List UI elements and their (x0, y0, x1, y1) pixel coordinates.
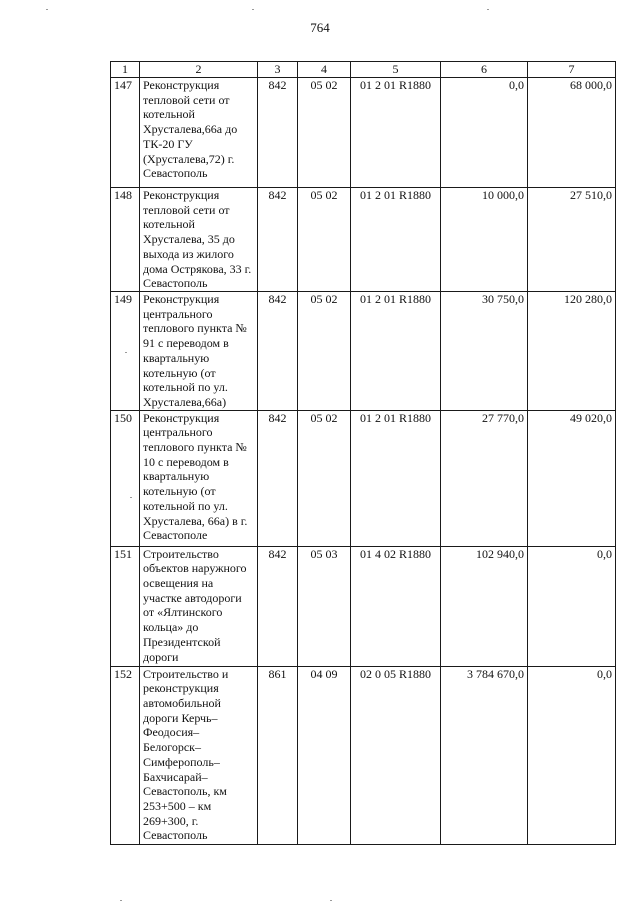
table-row (111, 546, 616, 666)
amount-col6: 30 750,0 (441, 292, 528, 411)
scan-speck (487, 9, 489, 10)
amount-col6: 27 770,0 (441, 410, 528, 546)
row-number: 152 (111, 666, 140, 844)
amount-col7: 0,0 (528, 546, 616, 666)
column-header: 6 (441, 62, 528, 78)
object-name: Реконструкция центрального теплового пункта № 91 с переводом в квартальную котельную (от котельной по ул. Хрусталева,66а) (140, 292, 258, 411)
amount-col6: 10 000,0 (441, 188, 528, 292)
amount-col7: 0,0 (528, 666, 616, 844)
ministry-code: 842 (258, 188, 298, 292)
amount-col7: 68 000,0 (528, 78, 616, 188)
amount-col6: 0,0 (441, 78, 528, 188)
column-header: 3 (258, 62, 298, 78)
scan-speck (252, 9, 254, 10)
table-row (111, 666, 616, 844)
table-row (111, 78, 616, 188)
scan-speck (46, 9, 48, 10)
amount-col7: 120 280,0 (528, 292, 616, 411)
amount-col7: 49 020,0 (528, 410, 616, 546)
column-header: 2 (140, 62, 258, 78)
target-article-code: 01 2 01 R1880 (351, 410, 441, 546)
table-row (111, 292, 616, 411)
section-code: 04 09 (298, 666, 351, 844)
target-article-code: 01 2 01 R1880 (351, 78, 441, 188)
section-code: 05 02 (298, 78, 351, 188)
section-code: 05 02 (298, 410, 351, 546)
row-number: 149 (111, 292, 140, 411)
section-code: 05 02 (298, 188, 351, 292)
row-number: 151 (111, 546, 140, 666)
section-code: 05 03 (298, 546, 351, 666)
column-header: 1 (111, 62, 140, 78)
scan-speck (330, 900, 332, 901)
object-name: Реконструкция центрального теплового пункта № 10 с переводом в квартальную котельную (от котельной по ул. Хрусталева, 66а) в г. Севастополе (140, 410, 258, 546)
amount-col6: 3 784 670,0 (441, 666, 528, 844)
object-name: Реконструкция тепловой сети от котельной Хрусталева,66а до ТК-20 ГУ (Хрусталева,72) г. Севастополь (140, 78, 258, 188)
scan-speck (120, 900, 122, 901)
object-name: Строительство объектов наружного освещения на участке автодороги от «Ялтинского кольца» до Президентской дороги (140, 546, 258, 666)
budget-table (110, 61, 616, 845)
section-code: 05 02 (298, 292, 351, 411)
ministry-code: 842 (258, 546, 298, 666)
target-article-code: 01 2 01 R1880 (351, 292, 441, 411)
row-number: 148 (111, 188, 140, 292)
object-name: Строительство и реконструкция автомобильной дороги Керчь–Феодосия–Белогорск–Симферополь–Бахчисарай–Севастополь, км 253+500 – км 269+300, г. Севастополь (140, 666, 258, 844)
column-header: 7 (528, 62, 616, 78)
target-article-code: 01 4 02 R1880 (351, 546, 441, 666)
amount-col7: 27 510,0 (528, 188, 616, 292)
row-number: 147 (111, 78, 140, 188)
column-header: 5 (351, 62, 441, 78)
table-row (111, 410, 616, 546)
target-article-code: 02 0 05 R1880 (351, 666, 441, 844)
column-header: 4 (298, 62, 351, 78)
table-row (111, 188, 616, 292)
ministry-code: 861 (258, 666, 298, 844)
table-header-row (111, 62, 616, 78)
ministry-code: 842 (258, 78, 298, 188)
page-number: 764 (310, 20, 330, 35)
row-number: 150 (111, 410, 140, 546)
ministry-code: 842 (258, 292, 298, 411)
amount-col6: 102 940,0 (441, 546, 528, 666)
target-article-code: 01 2 01 R1880 (351, 188, 441, 292)
ministry-code: 842 (258, 410, 298, 546)
object-name: Реконструкция тепловой сети от котельной Хрусталева, 35 до выхода из жилого дома Острякова, 33 г. Севастополь (140, 188, 258, 292)
